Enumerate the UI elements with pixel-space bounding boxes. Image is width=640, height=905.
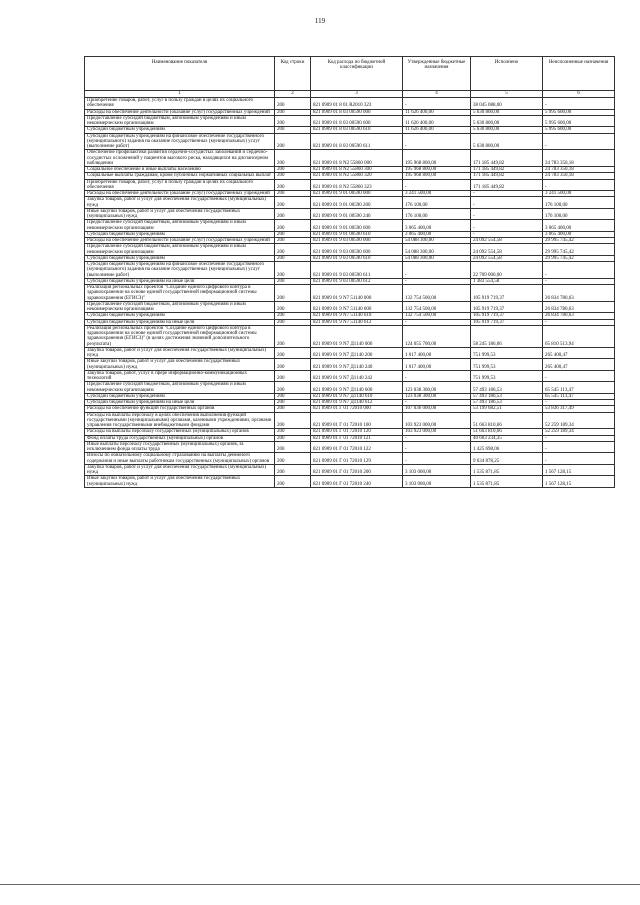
row-budget-code: 821 0909 01 9 N7 Д1140 610 <box>311 393 403 399</box>
row-budget-code: 821 0909 01 8 03 00590 000 <box>311 109 403 115</box>
row-executed: 1 535 871,85 <box>471 476 543 488</box>
row-executed: 5 630 800,00 <box>471 127 543 133</box>
row-line-code: 200 <box>275 127 311 133</box>
row-unexecuted: 26 834 780,63 <box>543 285 615 302</box>
row-indicator-name: Субсидии бюджетным учреждениям на финансовое обеспечение государственного (муниципального) задания на оказание государственных (муниципальных) услуг (выполнение работ) <box>85 262 275 279</box>
row-approved: 3 065 400,00 <box>403 220 471 232</box>
row-budget-code: 821 0909 01 9 03 00590 610 <box>311 255 403 261</box>
row-budget-code: 821 0909 01 Г 01 72010 240 <box>311 476 403 488</box>
row-unexecuted: 3 065 400,00 <box>543 220 615 232</box>
row-approved: 3 065 400,00 <box>403 231 471 237</box>
header-line-code: Код строки <box>275 57 311 91</box>
row-line-code: 200 <box>275 115 311 127</box>
page-number: 119 <box>314 17 326 25</box>
column-number-row <box>85 91 615 98</box>
row-unexecuted: 52 259 189,34 <box>543 429 615 435</box>
row-approved: - <box>403 262 471 279</box>
row-approved: 11 626 400,00 <box>403 109 471 115</box>
row-unexecuted: - <box>543 370 615 382</box>
row-approved: - <box>403 435 471 441</box>
row-indicator-name: Расходы на выплаты персоналу государственных (муниципальных) органов <box>85 429 275 435</box>
row-executed: 9 634 878,25 <box>471 453 543 465</box>
row-unexecuted: - <box>543 400 615 406</box>
row-budget-code: 821 0909 01 9 N7 51140 000 <box>311 285 403 302</box>
row-line-code: 200 <box>275 453 311 465</box>
row-budget-code: 821 0909 01 9 N7 Д1140 612 <box>311 400 403 406</box>
row-approved: - <box>403 98 471 110</box>
row-indicator-name: Реализация региональных проектов "Создание единого цифрового контура в здравоохранении на основе единой государственной информационной системы здравоохранения (ЕГИСЗ)" (в целях достижения значений дополнительного результата) <box>85 325 275 347</box>
table-row <box>85 150 615 167</box>
row-approved: 195 968 800,00 <box>403 150 471 167</box>
row-indicator-name: Субсидии бюджетным учреждениям <box>85 231 275 237</box>
row-executed: 5 630 800,00 <box>471 115 543 127</box>
row-indicator-name: Иные выплаты персоналу государственных (муниципальных) органов, за исключением фонда оплаты труда <box>85 441 275 453</box>
row-budget-code: 821 0909 01 8 03 00590 611 <box>311 133 403 150</box>
row-line-code: 200 <box>275 98 311 110</box>
row-approved: 195 968 800,00 <box>403 173 471 179</box>
row-line-code: 200 <box>275 382 311 394</box>
header-unexecuted-assignments: Неисполненные назначения <box>543 57 615 91</box>
row-executed: - <box>471 231 543 237</box>
row-approved: - <box>403 400 471 406</box>
row-line-code: 200 <box>275 347 311 359</box>
column-number: 1 <box>85 91 275 98</box>
row-line-code: 200 <box>275 301 311 313</box>
row-approved: 11 626 400,00 <box>403 115 471 127</box>
row-line-code: 200 <box>275 406 311 412</box>
row-approved: 54 088 300,00 <box>403 238 471 244</box>
row-executed: 24 092 554,58 <box>471 244 543 256</box>
row-line-code: 200 <box>275 133 311 150</box>
row-unexecuted: 24 783 350,18 <box>543 173 615 179</box>
table-row <box>85 98 615 110</box>
row-executed: 57 493 186,53 <box>471 400 543 406</box>
row-indicator-name: Иные закупки товаров, работ и услуг для обеспечения государственных (муниципальных) нужд <box>85 208 275 220</box>
row-budget-code: 821 0909 01 8 N2 55860 320 <box>311 173 403 179</box>
row-unexecuted: 24 783 350,18 <box>543 150 615 167</box>
row-line-code: 200 <box>275 325 311 347</box>
table-row <box>85 453 615 465</box>
row-indicator-name: Субсидии бюджетным учреждениям на иные цели <box>85 400 275 406</box>
row-budget-code: 821 0909 01 9 03 00590 000 <box>311 238 403 244</box>
row-approved: 103 923 000,00 <box>403 412 471 429</box>
row-budget-code: 821 0909 01 Г 01 72010 100 <box>311 412 403 429</box>
column-number: 2 <box>275 91 311 98</box>
row-unexecuted: - <box>543 98 615 110</box>
row-unexecuted: 29 995 745,42 <box>543 238 615 244</box>
row-line-code: 200 <box>275 109 311 115</box>
row-indicator-name: Закупка товаров, работ и услуг для обеспечения государственных (муниципальных) нужд <box>85 464 275 476</box>
row-indicator-name: Предоставление субсидий бюджетным, автономным учреждениям и иным некоммерческим организациям <box>85 220 275 232</box>
row-line-code: 200 <box>275 231 311 237</box>
table-row <box>85 262 615 279</box>
row-executed: 24 092 554,58 <box>471 255 543 261</box>
row-unexecuted: - <box>543 319 615 325</box>
column-number: 3 <box>311 91 403 98</box>
row-indicator-name: Фонд оплаты труда государственных (муниципальных) органов <box>85 435 275 441</box>
row-unexecuted: 265 400,47 <box>543 359 615 371</box>
table-row <box>85 441 615 453</box>
row-line-code: 200 <box>275 197 311 209</box>
row-line-code: 200 <box>275 370 311 382</box>
header-indicator-name: Наименование показателя <box>85 57 275 91</box>
row-unexecuted: - <box>543 278 615 284</box>
row-executed: - <box>471 191 543 197</box>
row-unexecuted: 3 065 400,00 <box>543 231 615 237</box>
row-executed: 171 185 449,82 <box>471 179 543 191</box>
row-indicator-name: Расходы на выплаты персоналу в целях обеспечения выполнения функций государственными (муниципальными) органами, казенными учреждениями, органами управления государственными внебюджетными фондами <box>85 412 275 429</box>
row-executed: 24 092 554,58 <box>471 238 543 244</box>
row-executed: 5 630 800,00 <box>471 133 543 150</box>
table-row <box>85 370 615 382</box>
row-approved: 132 754 500,00 <box>403 313 471 319</box>
row-budget-code: 821 0909 01 9 N7 51140 600 <box>311 301 403 313</box>
row-executed: 58 245 186,06 <box>471 325 543 347</box>
row-approved: 1 017 400,00 <box>403 347 471 359</box>
table-row <box>85 359 615 371</box>
row-budget-code: 821 0909 01 8 N2 55860 300 <box>311 167 403 173</box>
table-row <box>85 464 615 476</box>
row-line-code: 200 <box>275 244 311 256</box>
row-unexecuted: - <box>543 179 615 191</box>
row-executed: - <box>471 197 543 209</box>
row-line-code: 200 <box>275 476 311 488</box>
table-row <box>85 220 615 232</box>
row-unexecuted: 3 241 500,00 <box>543 191 615 197</box>
row-budget-code: 821 0909 01 9 03 00590 600 <box>311 244 403 256</box>
row-approved: 176 100,00 <box>403 197 471 209</box>
row-executed: 105 919 719,37 <box>471 313 543 319</box>
header-approved-assignments: Утвержденные бюджетные назначения <box>403 57 471 91</box>
row-budget-code: 821 0909 01 9 N7 Д1140 000 <box>311 325 403 347</box>
row-unexecuted: 53 836 317,49 <box>543 406 615 412</box>
row-indicator-name: Расходы на обеспечение функций государственных органов <box>85 406 275 412</box>
column-number: 6 <box>543 91 615 98</box>
row-unexecuted: 26 834 780,63 <box>543 313 615 319</box>
row-unexecuted: 65 810 513,94 <box>543 325 615 347</box>
row-approved: - <box>403 133 471 150</box>
row-approved: 123 038 300,00 <box>403 393 471 399</box>
row-budget-code: 821 0909 01 9 03 00590 612 <box>311 278 403 284</box>
row-line-code: 200 <box>275 173 311 179</box>
row-budget-code: 821 0909 01 9 01 00590 240 <box>311 208 403 220</box>
row-indicator-name: Предоставление субсидий бюджетным, автономным учреждениям и иным некоммерческим организациям <box>85 244 275 256</box>
row-indicator-name: Предоставление субсидий бюджетным, автономным учреждениям и иным некоммерческим организациям <box>85 382 275 394</box>
row-budget-code: 821 0909 01 9 N7 Д1140 242 <box>311 370 403 382</box>
row-indicator-name: Иные закупки товаров, работ и услуг для обеспечения государственных (муниципальных) нужд <box>85 359 275 371</box>
row-approved: 11 626 400,00 <box>403 127 471 133</box>
row-executed: 40 603 234,35 <box>471 435 543 441</box>
footer-rule <box>0 884 640 885</box>
table-row <box>85 382 615 394</box>
row-line-code: 200 <box>275 285 311 302</box>
row-indicator-name: Субсидии бюджетным учреждениям на иные цели <box>85 278 275 284</box>
table-row <box>85 301 615 313</box>
row-budget-code: 821 0909 01 Г 01 72010 120 <box>311 429 403 435</box>
row-indicator-name: Обеспечение профилактики развития сердечно-сосудистых заболеваний и сердечно-сосудистых осложнений у пациентов высокого риска, находящихся на диспансерном наблюдении <box>85 150 275 167</box>
table-row <box>85 325 615 347</box>
row-unexecuted: 65 545 113,47 <box>543 393 615 399</box>
row-line-code: 200 <box>275 412 311 429</box>
row-approved: 3 103 000,00 <box>403 464 471 476</box>
table-row <box>85 244 615 256</box>
row-line-code: 200 <box>275 255 311 261</box>
row-approved: - <box>403 370 471 382</box>
row-unexecuted: 1 567 128,15 <box>543 464 615 476</box>
row-approved: 54 088 300,00 <box>403 255 471 261</box>
row-indicator-name: Субсидии бюджетным учреждениям <box>85 313 275 319</box>
table-row <box>85 347 615 359</box>
row-budget-code: 821 0909 01 8 03 00590 610 <box>311 127 403 133</box>
row-executed: 751 999,53 <box>471 370 543 382</box>
row-executed: 171 185 449,82 <box>471 150 543 167</box>
row-indicator-name: Приобретение товаров, работ, услуг в пользу граждан в целях их социального обеспечения <box>85 179 275 191</box>
row-indicator-name: Иные закупки товаров, работ и услуг для обеспечения государственных (муниципальных) нужд <box>85 476 275 488</box>
row-budget-code: 821 0909 01 8 N2 55860 000 <box>311 150 403 167</box>
row-unexecuted: 65 545 113,47 <box>543 382 615 394</box>
row-executed: 57 493 186,53 <box>471 393 543 399</box>
row-executed: 38 045 088,00 <box>471 98 543 110</box>
row-indicator-name: Взносы по обязательному социальному страхованию на выплаты денежного содержания и иные выплаты работникам государственных (муниципальных) органов <box>85 453 275 465</box>
row-line-code: 200 <box>275 313 311 319</box>
row-line-code: 200 <box>275 278 311 284</box>
row-approved: 176 100,00 <box>403 208 471 220</box>
row-line-code: 200 <box>275 208 311 220</box>
row-approved: 1 017 400,00 <box>403 359 471 371</box>
header-executed: Исполнено <box>471 57 543 91</box>
row-executed: 1 383 554,58 <box>471 278 543 284</box>
row-budget-code: 821 0909 01 9 01 00590 610 <box>311 231 403 237</box>
row-budget-code: 821 0909 01 8 N2 55860 323 <box>311 179 403 191</box>
row-executed: 51 663 810,66 <box>471 429 543 435</box>
row-approved: 195 968 800,00 <box>403 167 471 173</box>
row-approved: 132 754 500,00 <box>403 301 471 313</box>
row-indicator-name: Субсидии бюджетным учреждениям <box>85 393 275 399</box>
row-unexecuted: - <box>543 441 615 453</box>
row-executed: 1 425 698,06 <box>471 441 543 453</box>
row-line-code: 200 <box>275 191 311 197</box>
row-executed: - <box>471 208 543 220</box>
row-unexecuted: - <box>543 262 615 279</box>
row-unexecuted: 176 100,00 <box>543 208 615 220</box>
row-unexecuted: 5 995 600,00 <box>543 109 615 115</box>
table-row <box>85 285 615 302</box>
table-row <box>85 476 615 488</box>
row-unexecuted: 1 567 128,15 <box>543 476 615 488</box>
table-row <box>85 133 615 150</box>
row-approved: 3 103 000,00 <box>403 476 471 488</box>
row-executed: 22 709 000,00 <box>471 262 543 279</box>
row-budget-code: 821 0909 01 8 03 00590 600 <box>311 115 403 127</box>
row-line-code: 200 <box>275 262 311 279</box>
column-number: 5 <box>471 91 543 98</box>
row-approved: 54 088 300,00 <box>403 244 471 256</box>
row-line-code: 200 <box>275 393 311 399</box>
row-budget-code: 821 0909 01 9 N7 Д1140 240 <box>311 359 403 371</box>
header-budget-classification-code: Код расхода по бюджетной классификации <box>311 57 403 91</box>
row-indicator-name: Субсидии бюджетным учреждениям на иные цели <box>85 319 275 325</box>
row-executed: 751 999,53 <box>471 347 543 359</box>
row-executed: 105 919 719,37 <box>471 285 543 302</box>
row-line-code: 200 <box>275 429 311 435</box>
row-line-code: 200 <box>275 220 311 232</box>
table-row <box>85 412 615 429</box>
row-executed: 53 199 682,51 <box>471 406 543 412</box>
row-budget-code: 821 0909 01 9 01 00590 000 <box>311 191 403 197</box>
table-row <box>85 115 615 127</box>
table-row <box>85 197 615 209</box>
row-indicator-name: Расходы на обеспечение деятельности (оказание услуг) государственных учреждений <box>85 191 275 197</box>
row-indicator-name: Субсидии бюджетным учреждениям на финансовое обеспечение государственного (муниципального) задания на оказание государственных (муниципальных) услуг (выполнение работ) <box>85 133 275 150</box>
row-budget-code: 821 0909 01 9 N7 51140 612 <box>311 319 403 325</box>
table-row <box>85 208 615 220</box>
row-approved: 107 036 000,00 <box>403 406 471 412</box>
row-budget-code: 821 0909 01 8 01 R2010 323 <box>311 98 403 110</box>
row-unexecuted: 24 783 350,18 <box>543 167 615 173</box>
row-approved: - <box>403 453 471 465</box>
header-row <box>85 57 615 91</box>
row-approved: 3 241 500,00 <box>403 191 471 197</box>
table-row <box>85 179 615 191</box>
row-budget-code: 821 0909 01 9 N7 51140 610 <box>311 313 403 319</box>
row-approved: 132 754 500,00 <box>403 285 471 302</box>
row-line-code: 200 <box>275 464 311 476</box>
row-indicator-name: Закупка товаров, работ, услуг в сфере информационно-коммуникационных технологий <box>85 370 275 382</box>
row-budget-code: 821 0909 01 9 03 00590 611 <box>311 262 403 279</box>
row-executed: 751 999,53 <box>471 359 543 371</box>
row-unexecuted: 5 995 600,00 <box>543 115 615 127</box>
row-executed: 1 535 871,85 <box>471 464 543 476</box>
row-line-code: 200 <box>275 441 311 453</box>
column-number: 4 <box>403 91 471 98</box>
row-indicator-name: Предоставление субсидий бюджетным, автономным учреждениям и иным некоммерческим организациям <box>85 301 275 313</box>
row-unexecuted: - <box>543 133 615 150</box>
row-line-code: 200 <box>275 167 311 173</box>
row-budget-code: 821 0909 01 9 N7 Д1140 600 <box>311 382 403 394</box>
row-indicator-name: Расходы на обеспечение деятельности (оказание услуг) государственных учреждений <box>85 109 275 115</box>
row-indicator-name: Субсидии бюджетным учреждениям <box>85 127 275 133</box>
row-executed: 57 493 186,53 <box>471 382 543 394</box>
budget-execution-table <box>84 56 615 488</box>
row-approved: - <box>403 179 471 191</box>
row-approved: - <box>403 278 471 284</box>
row-budget-code: 821 0909 01 Г 01 72010 121 <box>311 435 403 441</box>
row-unexecuted: 265 400,47 <box>543 347 615 359</box>
row-indicator-name: Закупка товаров, работ и услуг для обеспечения государственных (муниципальных) нужд <box>85 197 275 209</box>
row-indicator-name: Расходы на обеспечение деятельности (оказание услуг) государственных учреждений <box>85 238 275 244</box>
row-executed: 51 663 810,66 <box>471 412 543 429</box>
row-unexecuted: 29 995 745,42 <box>543 244 615 256</box>
row-executed: 171 185 449,82 <box>471 173 543 179</box>
row-unexecuted: 29 995 745,42 <box>543 255 615 261</box>
row-approved: 123 038 300,00 <box>403 382 471 394</box>
row-unexecuted: 176 100,00 <box>543 197 615 209</box>
row-line-code: 200 <box>275 435 311 441</box>
row-indicator-name: Социальные выплаты гражданам, кроме публичных нормативных социальных выплат <box>85 173 275 179</box>
row-budget-code: 821 0909 01 Г 01 72010 200 <box>311 464 403 476</box>
row-unexecuted: 26 834 780,63 <box>543 301 615 313</box>
row-indicator-name: Закупка товаров, работ и услуг для обеспечения государственных (муниципальных) нужд <box>85 347 275 359</box>
row-unexecuted: 52 259 189,34 <box>543 412 615 429</box>
row-budget-code: 821 0909 01 Г 01 72010 000 <box>311 406 403 412</box>
row-executed: 5 630 800,00 <box>471 109 543 115</box>
row-budget-code: 821 0909 01 9 01 00590 600 <box>311 220 403 232</box>
row-budget-code: 821 0909 01 Г 01 72010 122 <box>311 441 403 453</box>
row-executed: - <box>471 220 543 232</box>
row-approved: - <box>403 441 471 453</box>
row-indicator-name: Приобретение товаров, работ, услуг в пользу граждан в целях их социального обеспечения <box>85 98 275 110</box>
row-line-code: 200 <box>275 179 311 191</box>
row-approved: 124 055 700,00 <box>403 325 471 347</box>
row-executed: 171 185 449,82 <box>471 167 543 173</box>
row-unexecuted: - <box>543 453 615 465</box>
row-budget-code: 821 0909 01 9 01 00590 200 <box>311 197 403 209</box>
row-budget-code: 821 0909 01 9 N7 Д1140 200 <box>311 347 403 359</box>
row-line-code: 200 <box>275 238 311 244</box>
row-indicator-name: Социальное обеспечение и иные выплаты населению <box>85 167 275 173</box>
row-line-code: 200 <box>275 150 311 167</box>
row-approved: 103 923 000,00 <box>403 429 471 435</box>
row-line-code: 200 <box>275 319 311 325</box>
row-indicator-name: Реализация региональных проектов "Создание единого цифрового контура в здравоохранении на основе единой государственной информационной системы здравоохранения (ЕГИСЗ)" <box>85 285 275 302</box>
row-indicator-name: Субсидии бюджетным учреждениям <box>85 255 275 261</box>
row-line-code: 200 <box>275 400 311 406</box>
row-executed: 105 919 719,37 <box>471 301 543 313</box>
row-indicator-name: Предоставление субсидий бюджетным, автономным учреждениям и иным некоммерческим организациям <box>85 115 275 127</box>
row-executed: 105 919 719,37 <box>471 319 543 325</box>
row-approved: - <box>403 319 471 325</box>
row-unexecuted: 5 995 600,00 <box>543 127 615 133</box>
row-budget-code: 821 0909 01 Г 01 72010 129 <box>311 453 403 465</box>
row-line-code: 200 <box>275 359 311 371</box>
row-unexecuted: - <box>543 435 615 441</box>
